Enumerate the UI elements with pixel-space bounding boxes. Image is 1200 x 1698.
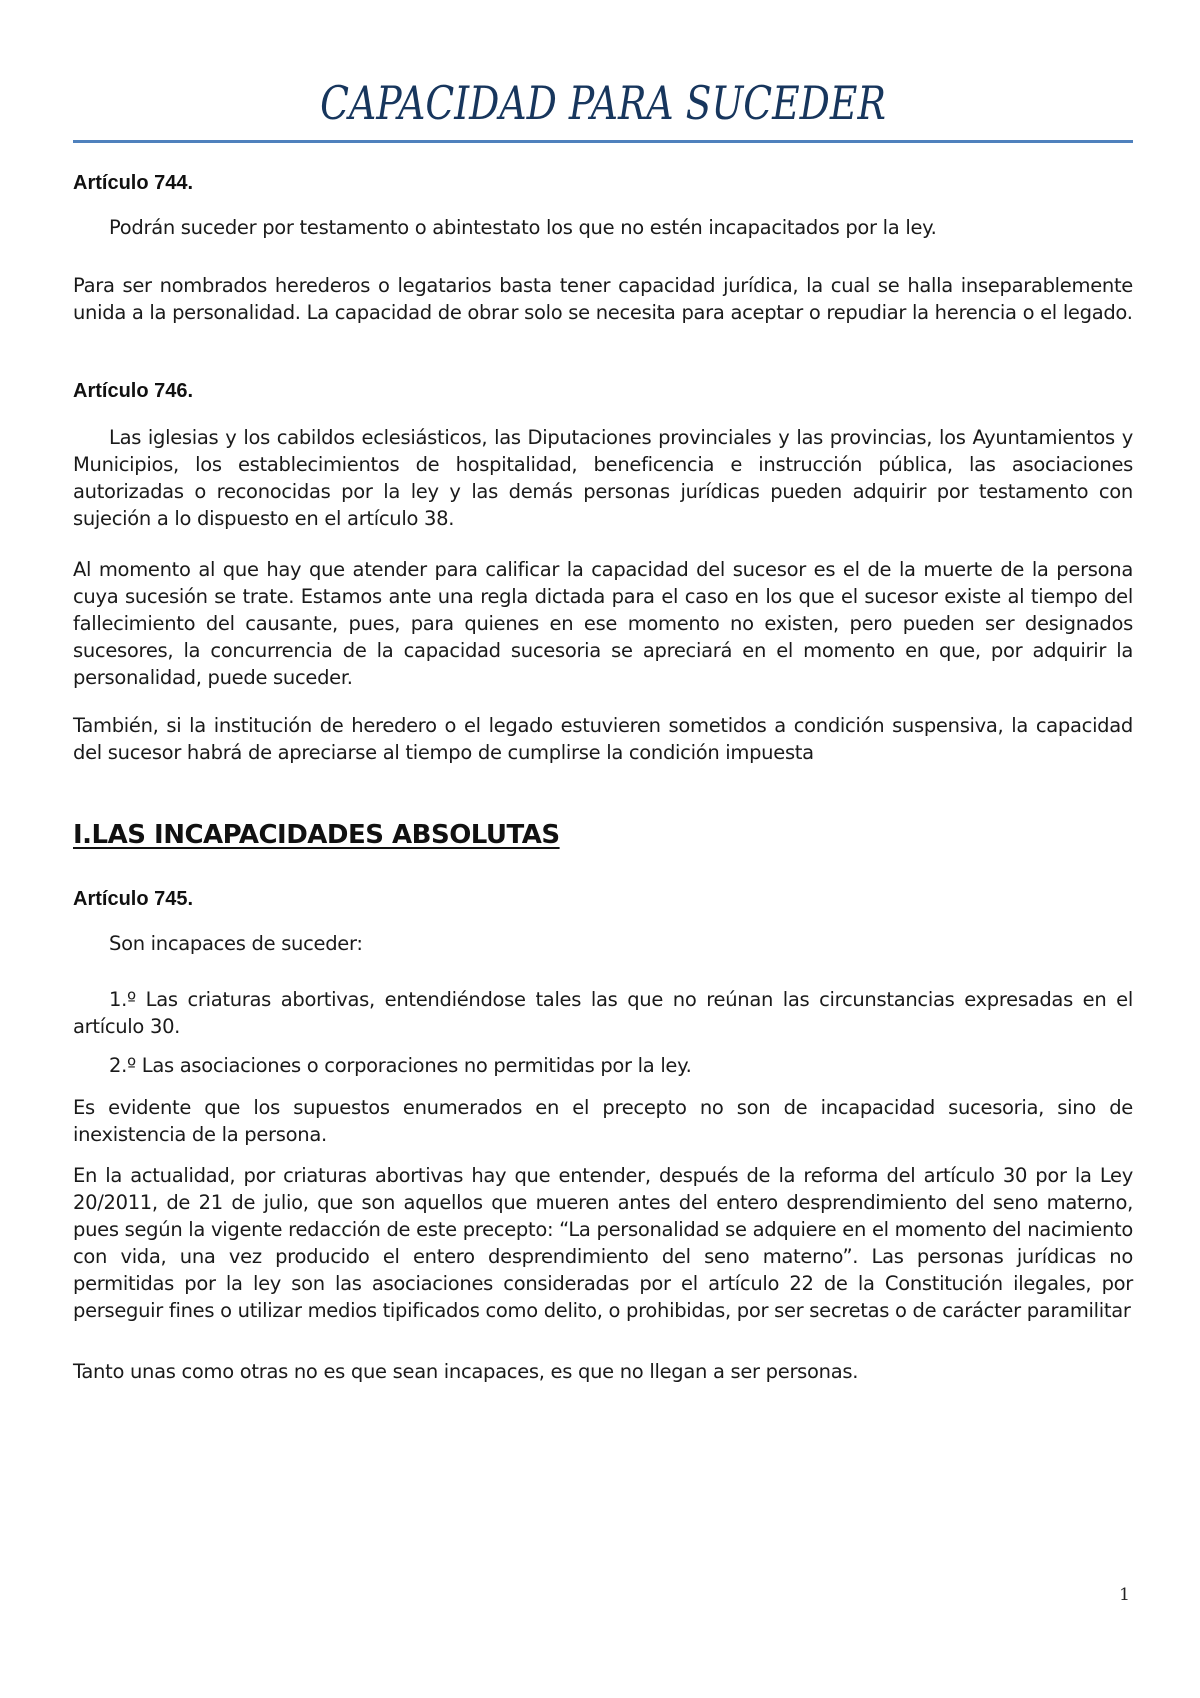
article-745-intro-block	[73, 930, 1133, 957]
article-746-text: Las iglesias y los cabildos eclesiásticos, las Diputaciones provinciales y las provincias, los Ayuntamientos y Municipios, los establecimientos de hospitalidad, beneficencia e instrucción pública, las asociaciones autorizadas o reconocidas por la ley y las demás personas jurídicas pueden adquirir por testamento con sujeción a lo dispuesto en el artículo 38.	[73, 426, 1133, 530]
article-745-intro: Son incapaces de suceder:	[109, 932, 363, 955]
title-rule	[73, 140, 1133, 143]
document-title: CAPACIDAD PARA SUCEDER	[320, 76, 886, 130]
paragraph-5-block	[73, 1162, 1133, 1324]
article-746	[73, 380, 1133, 403]
article-744	[73, 172, 1133, 195]
article-745-item-2: 2.º Las asociaciones o corporaciones no permitidas por la ley.	[109, 1054, 692, 1077]
paragraph-5: En la actualidad, por criaturas abortivas hay que entender, después de la reforma del artículo 30 por la Ley 20/2011, de 21 de julio, que son aquellos que mueren antes del entero desprendimiento del seno materno, pues según la vigente redacción de este precepto: “La personalidad se adquiere en el momento del nacimiento con vida, una vez producido el entero desprendimiento del seno materno”. Las personas jurídicas no permitidas por la ley son las asociaciones consideradas por el artículo 22 de la Constitución ilegales, por perseguir fines o utilizar medios tipificados como delito, o prohibidas, por ser secretas o de carácter paramilitar	[73, 1164, 1133, 1322]
article-745	[73, 888, 1133, 911]
paragraph-1-block	[73, 272, 1133, 326]
paragraph-2-block	[73, 556, 1133, 691]
article-744-heading: Artículo 744.	[73, 172, 194, 194]
paragraph-3-block	[73, 712, 1133, 766]
article-745-heading: Artículo 745.	[73, 888, 194, 910]
paragraph-2: Al momento al que hay que atender para calificar la capacidad del sucesor es el de la muerte de la persona cuya sucesión se trate. Estamos ante una regla dictada para el caso en los que el sucesor existe al tiempo del fallecimiento del causante, pues, para quienes en ese momento no existen, pero pueden ser designados sucesores, la concurrencia de la capacidad sucesoria se apreciará en el momento en que, por adquirir la personalidad, puede suceder.	[73, 558, 1133, 689]
paragraph-6: Tanto unas como otras no es que sean incapaces, es que no llegan a ser personas.	[73, 1360, 859, 1383]
article-744-body-block	[73, 214, 1133, 241]
article-744-text: Podrán suceder por testamento o abintestato los que no estén incapacitados por la ley.	[109, 216, 937, 239]
section-heading-incapacidades-absolutas: I.LAS INCAPACIDADES ABSOLUTAS	[73, 820, 560, 850]
section-heading-block	[73, 820, 1133, 850]
article-745-item-1: 1.º Las criaturas abortivas, entendiéndose tales las que no reúnan las circunstancias expresadas en el artículo 30.	[73, 988, 1133, 1038]
article-746-heading: Artículo 746.	[73, 380, 194, 402]
paragraph-4: Es evidente que los supuestos enumerados en el precepto no son de incapacidad sucesoria, sino de inexistencia de la persona.	[73, 1096, 1133, 1146]
paragraph-6-block	[73, 1358, 1133, 1385]
article-745-item-2-block	[73, 1052, 1133, 1079]
article-745-item-1-block	[73, 986, 1133, 1040]
paragraph-4-block	[73, 1094, 1133, 1148]
article-746-body-block	[73, 424, 1133, 532]
paragraph-3: También, si la institución de heredero o el legado estuvieren sometidos a condición suspensiva, la capacidad del sucesor habrá de apreciarse al tiempo de cumplirse la condición impuesta	[73, 714, 1133, 764]
page-number: 1	[1119, 1585, 1130, 1605]
paragraph-1: Para ser nombrados herederos o legatarios basta tener capacidad jurídica, la cual se halla inseparablemente unida a la personalidad. La capacidad de obrar solo se necesita para aceptar o repudiar la herencia o el legado.	[73, 274, 1133, 324]
